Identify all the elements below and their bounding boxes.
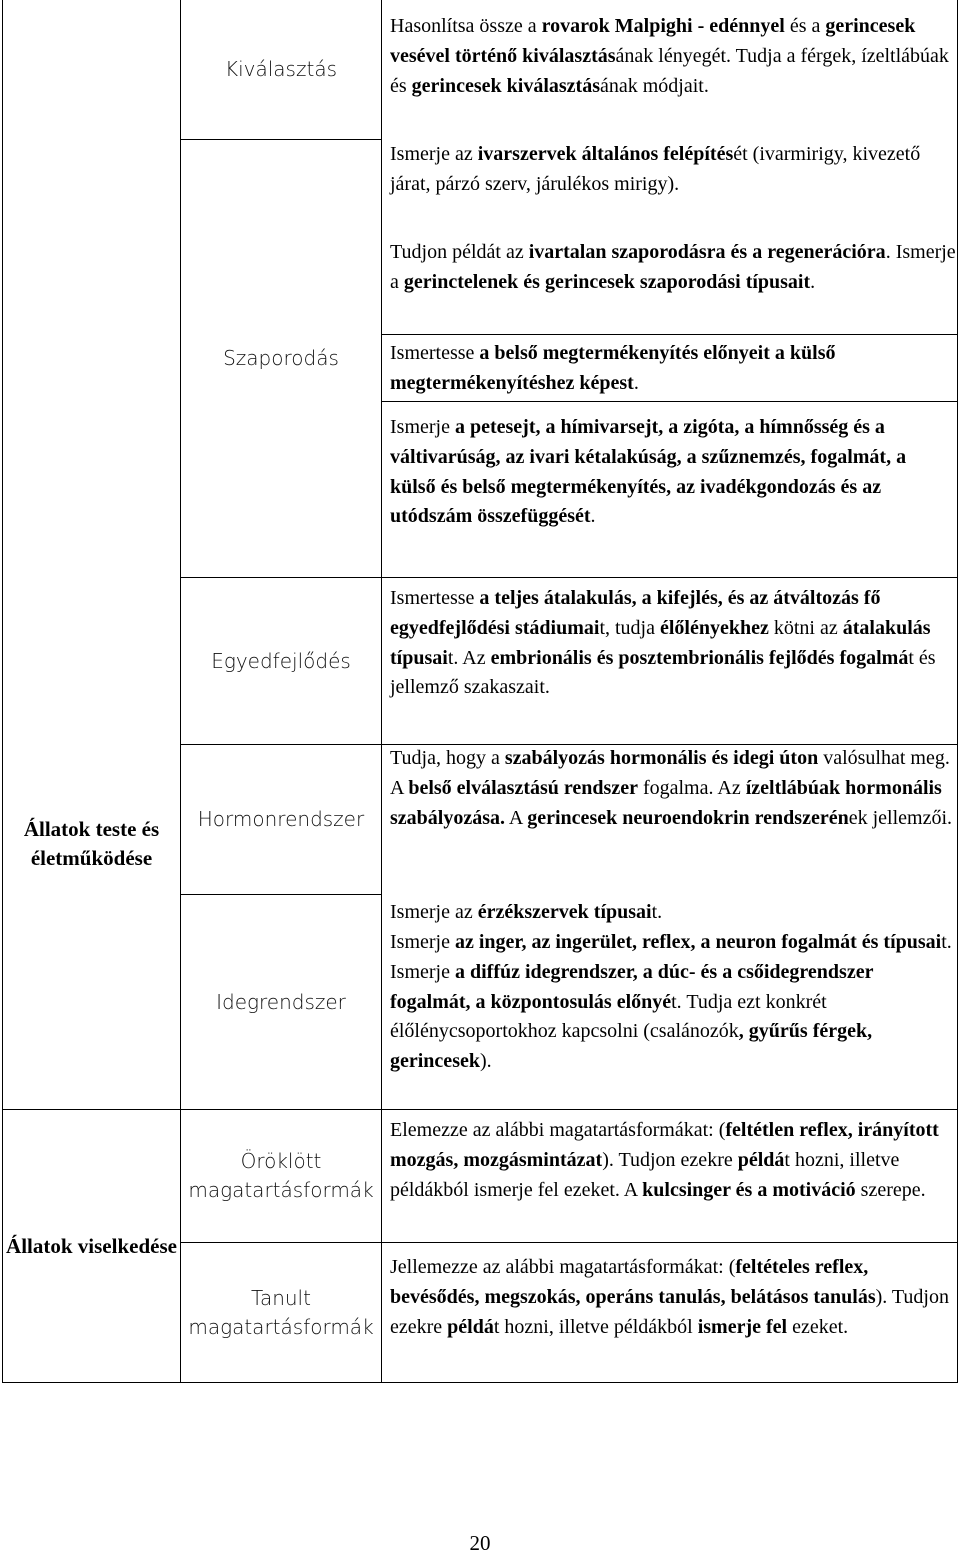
text-run: t. Az xyxy=(447,646,491,669)
topic-szaporodas xyxy=(181,140,381,577)
category-body-label: Állatok teste és életműködése xyxy=(23,816,160,870)
requirement-tanult xyxy=(390,1253,956,1342)
text-run: fogalma. Az xyxy=(637,776,746,799)
emphasized-text: a belső megtermékenyítés előnyeit a külső megtermékenyítéshez képest xyxy=(390,342,836,394)
category-body xyxy=(3,578,180,1109)
emphasized-text: feltétlen reflex, irányított mozgás, mozgásmintázat xyxy=(390,1119,939,1171)
emphasized-text: gerincesek vesével történő kiválasztás xyxy=(390,15,916,67)
topic-oroklott xyxy=(181,1110,381,1242)
emphasized-text: kulcsinger és a motiváció xyxy=(642,1178,856,1201)
text-run: t, tudja xyxy=(599,616,660,639)
emphasized-text: átalakulás típusai xyxy=(390,616,931,669)
text-run: t. Tudja ezt konkrét élőlénycsoportokhoz kapcsolni (csalánozók xyxy=(390,990,827,1043)
text-run: . xyxy=(633,371,639,394)
topic-label: Egyedfejlődés xyxy=(211,648,351,673)
emphasized-text: ivartalan szaporodásra és a regenerációra xyxy=(528,241,886,263)
text-run: t és jellemző szakaszait. xyxy=(390,646,936,699)
emphasized-text: a diffúz idegrendszer, a dúc- és a csőidegrendszer fogalmát, a központosulás előnyé xyxy=(390,960,874,1013)
row-divider-col3 xyxy=(382,401,958,402)
text-run: ek jellemzői. xyxy=(848,806,953,829)
requirement-oroklott xyxy=(390,1116,956,1205)
emphasized-text: az inger, az ingerület, reflex, a neuron fogalmát és típusai xyxy=(454,931,942,953)
text-run: . xyxy=(590,505,596,528)
emphasized-text: , gyűrűs férgek, gerincesek xyxy=(390,1020,873,1073)
emphasized-text: gerincesek kiválasztás xyxy=(411,74,600,97)
text-run: ának lényegét. Tudja a férgek, ízeltlábúak és xyxy=(390,44,949,97)
topic-tanult xyxy=(181,1243,381,1382)
requirement-ivartalan xyxy=(390,238,956,298)
category-behavior xyxy=(3,1110,180,1382)
requirement-erzekszervek xyxy=(390,898,956,928)
text-run: A xyxy=(505,806,528,829)
emphasized-text: példá xyxy=(737,1148,785,1171)
emphasized-text: gerinctelenek és gerincesek szaporodási típusait xyxy=(403,270,811,293)
topic-hormonrendszer xyxy=(181,745,381,894)
topic-label: Öröklött magatartásformák xyxy=(188,1149,374,1202)
category-behavior-label: Állatok viselkedése xyxy=(6,1233,177,1258)
topic-label: Szaporodás xyxy=(223,346,339,370)
requirement-idegrendszer xyxy=(390,928,956,1077)
topic-egyedfejlodes xyxy=(181,578,381,744)
text-run: t. xyxy=(651,901,663,923)
text-run: ). Tudjon ezekre xyxy=(602,1148,738,1171)
text-run: és a xyxy=(784,15,826,37)
topic-label: Tanult magatartásformák xyxy=(188,1285,374,1339)
text-run: Ismerje az xyxy=(390,901,478,923)
topic-label: Idegrendszer xyxy=(216,989,346,1014)
emphasized-text: élőlényekhez xyxy=(659,616,769,639)
text-run: szerepe. xyxy=(855,1178,926,1201)
topic-label: Hormonrendszer xyxy=(197,807,365,831)
text-run: ). xyxy=(479,1050,492,1073)
text-run: Jellemezze az alábbi magatartásformákat: ( xyxy=(390,1256,736,1278)
topic-kivalasztas xyxy=(181,0,381,139)
text-run: Ismertesse xyxy=(390,587,480,609)
text-run: Tudja, hogy a xyxy=(390,747,505,769)
emphasized-text: feltételes reflex, bevésődés, megszokás, operáns tanulás, belátásos tanulás xyxy=(390,1256,876,1308)
page-number: 20 xyxy=(469,1531,491,1555)
text-run: t hozni, illetve példákból xyxy=(493,1315,698,1338)
text-run: Ismertesse xyxy=(390,342,480,364)
emphasized-text: ismerje fel xyxy=(697,1315,788,1338)
emphasized-text: belső elválasztású rendszer xyxy=(408,776,638,799)
emphasized-text: ivarszervek általános felépítés xyxy=(477,143,734,165)
emphasized-text: példá xyxy=(447,1315,494,1338)
table-border-right xyxy=(957,0,958,1382)
text-run: valósulhat meg. A xyxy=(390,747,950,799)
emphasized-text: gerincesek neuroendokrin rendszerén xyxy=(527,806,849,829)
text-run: . xyxy=(810,270,816,293)
topic-idegrendszer xyxy=(181,895,381,1109)
text-run: . Ismerje a xyxy=(390,241,956,293)
emphasized-text: érzékszervek típusai xyxy=(477,901,652,923)
text-run: Ismerje xyxy=(390,416,455,438)
topic-label: Kiválasztás xyxy=(224,57,337,81)
text-run: kötni az xyxy=(768,616,843,639)
text-run: ezeket. xyxy=(787,1315,849,1338)
text-run: Hasonlítsa össze a xyxy=(390,15,542,37)
emphasized-text: szabályozás hormonális és idegi úton xyxy=(504,747,819,769)
text-run: ét (ivarmirigy, kivezető járat, párzó szerv, járulékos mirigy). xyxy=(390,143,921,195)
text-run: ). Tudjon ezekre xyxy=(390,1285,949,1338)
emphasized-text: a teljes átalakulás, a kifejlés, és az átváltozás fő egyedfejlődési stádiumai xyxy=(390,587,881,639)
text-run: Elemezze az alábbi magatartásformákat: ( xyxy=(390,1119,726,1141)
requirement-fogalmak xyxy=(390,413,956,532)
emphasized-text: embrionális és posztembrionális fejlődés fogalmá xyxy=(490,646,909,669)
table-divider-col2 xyxy=(381,0,382,1382)
requirement-egyedfejlodes xyxy=(390,584,956,703)
text-run: Ismerje az xyxy=(390,143,478,165)
requirement-hormonrendszer xyxy=(390,744,956,833)
requirement-megtermekenyites xyxy=(390,339,956,399)
table-border-bottom xyxy=(2,1382,958,1383)
text-run: Ismerje xyxy=(390,931,455,953)
emphasized-text: rovarok Malpighi - edénnyel xyxy=(541,15,785,37)
text-run: t hozni, illetve példákból ismerje fel ezeket. A xyxy=(390,1148,900,1201)
text-run: ának módjait. xyxy=(599,74,709,97)
requirement-ivarszervek xyxy=(390,140,956,200)
emphasized-text: a petesejt, a hímivarsejt, a zigóta, a hímnősség és a váltivarúság, az ivari kétalakúság, a szűznemzés, fogalmát, a külső és belső megtermékenyítés, az ivadékgondozás és az utódszám összefüggését xyxy=(390,416,907,528)
text-run: Tudjon példát az xyxy=(390,241,529,263)
requirement-kivalasztas xyxy=(390,12,956,101)
emphasized-text: ízeltlábúak hormonális szabályozása. xyxy=(390,776,942,829)
text-run: t. Ismerje xyxy=(390,931,952,983)
row-divider-col3 xyxy=(382,334,958,335)
